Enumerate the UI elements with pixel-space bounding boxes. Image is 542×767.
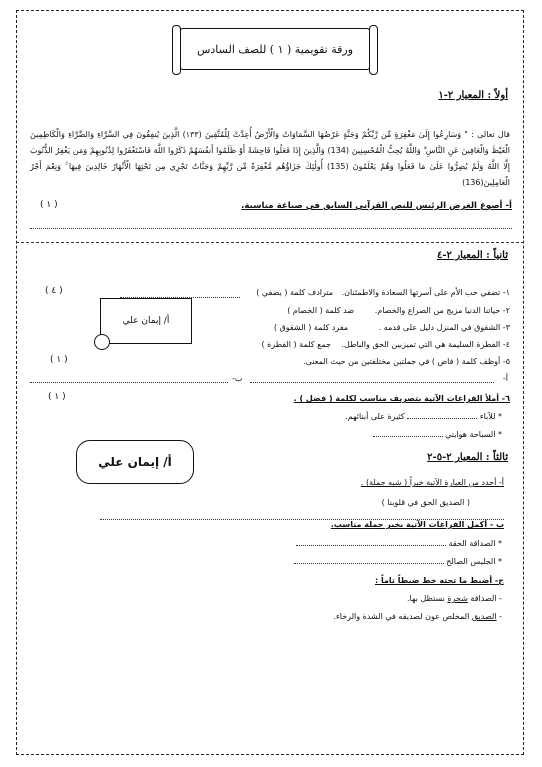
item5-line-b-label: ب- [232,374,243,383]
item6-line-a [345,412,502,421]
item5-line-a[interactable] [250,382,494,383]
section1-marks: ( ١ ) [40,200,58,210]
vocab-item-4-hint: جمع كلمة ( الفطرة ) [261,340,331,349]
teacher-name-bubble [76,440,194,484]
item5-line-b[interactable] [30,382,228,383]
q-b-item-2-blank[interactable] [294,563,444,564]
item6-a-prefix: * للآباء [479,412,502,421]
vocab-item-1 [256,288,510,297]
vocab-item-2-hint: ضد كلمة ( الخصام ) [287,306,355,315]
vocab-item-3-hint: مفرد كلمة ( الشقوق ) [273,323,349,332]
q-c-item-2: - الصديق المخلص عون لصديقه في الشدة والرخاء. [333,612,502,621]
vocab-item-3 [274,323,510,332]
item5-line-a-label: أ- [502,374,508,383]
vocab-item-4 [261,340,510,349]
q-c-item-1-underlined: شجرة [447,594,468,603]
section2-heading: ثانياً : المعيار ٢-٤ [436,250,508,261]
item6-line-b [373,430,502,439]
q-b: ب - أكمل الفراغات الآتية بخبر جملة مناسب. [330,520,504,529]
vocab-item-2-text: ٢- حياتنا الدنيا مزيج من الصراع والخصام. [374,306,510,315]
q-a-sentence: ( الصديق الحق في قلوبنا ) [381,498,470,507]
item6-a-suffix: كثيرة على أبنائهم. [345,412,405,421]
section1-question: أ- أصوغ الغرض الرئيس للنص القرآني السابق في صياغة مناسبة. [241,201,512,211]
teacher-name-scroll [100,298,192,344]
q-c: ج- أضبط ما تحته خط ضبطاً تاماً : [374,576,504,585]
q-b-item-1 [296,539,502,548]
q-c-item-2-underlined: الصديق [471,612,497,621]
q-a: أ- أحدد من العبارة الآتية خبراً ( شبه جملة) . [360,478,504,487]
q-b-item-1-text: * الصداقة الحقة [448,539,502,548]
q-b-item-2-text: * الجليس الصالح [446,557,502,566]
q-b-item-2 [294,557,502,566]
vocab-item-1-hint: مترادف كلمة ( يضفي ) [256,288,334,297]
section3-heading: ثالثاً : المعيار ٢-٥-٢ [427,452,508,463]
item5-marks: ( ١ ) [50,355,68,365]
item5-question: ٥- أوظف كلمة ( فاض ) في جملتين مختلفتين من حيث المعنى. [303,357,510,366]
section-divider [16,242,524,243]
vocab-item-3-text: ٣- الشقوق في المنزل دليل على قدمه . [378,323,510,332]
page-title: ورقة تقويمية ( ١ ) للصف السادس [196,42,354,56]
item6-b-blank[interactable] [373,436,443,437]
item6-question: ٦- أملأ الفراغات الآتية بتصريف مناسب لكلمة ( فضل ) . [293,394,510,403]
item6-marks: ( ١ ) [48,392,66,402]
section1-answer-line[interactable] [30,228,512,229]
quran-verse: قال تعالى : " وَسَارِعُوا إِلَىٰ مَغْفِرَةٍ مِّن رَّبِّكُمْ وَجَنَّةٍ عَرْضُهَا السَّمَاوَاتُ وَالْأَرْضُ أُعِدَّتْ لِلْمُتَّقِينَ (١٣٣) الَّذِينَ يُنفِقُونَ فِي السَّرَّاءِ وَالضَّرَّاءِ وَالْكَاظِمِينَ الْغَيْظَ وَالْعَافِينَ عَنِ النَّاسِ ۗ وَاللَّهُ يُحِبُّ الْمُحْسِنِينَ (134) وَالَّذِينَ إِذَا فَعَلُوا فَاحِشَةً أَوْ ظَلَمُوا أَنفُسَهُمْ ذَكَرُوا اللَّهَ فَاسْتَغْفَرُوا لِذُنُوبِهِمْ وَمَن يَغْفِرُ الذُّنُوبَ إِلَّا اللَّهُ وَلَمْ يُصِرُّوا عَلَىٰ مَا فَعَلُوا وَهُمْ يَعْلَمُونَ (135) أُولَٰئِكَ جَزَاؤُهُم مَّغْفِرَةٌ مِّن رَّبِّهِمْ وَجَنَّاتٌ تَجْرِي مِن تَحْتِهَا الْأَنْهَارُ خَالِدِينَ فِيهَا ۚ وَنِعْمَ أَجْرُ الْعَامِلِينَ(136) [30,130,511,187]
item6-a-blank[interactable] [407,418,477,419]
item6-b-prefix: * السباحة هوايتي [445,430,502,439]
teacher-name-small: أ/ إيمان علي [122,316,170,326]
section1-heading: أولاً : المعيار ٢-١ [438,90,508,101]
q-c-item-1: - الصداقة شجرة نستظل بها. [407,594,502,603]
teacher-name-big: أ/ إيمان علي [98,455,172,469]
vocab-item-4-text: ٤- الفطرة السليمة هي التي تميزبين الحق والباطل. [341,340,510,349]
vocab-item-2 [287,306,510,315]
title-banner [180,28,370,70]
q-b-item-1-blank[interactable] [296,545,446,546]
section2-marks: ( ٤ ) [45,286,63,296]
vocab-item-1-text: ١- تضفي حب الأم على أسرتها السعادة والاطمئنان. [341,288,510,297]
